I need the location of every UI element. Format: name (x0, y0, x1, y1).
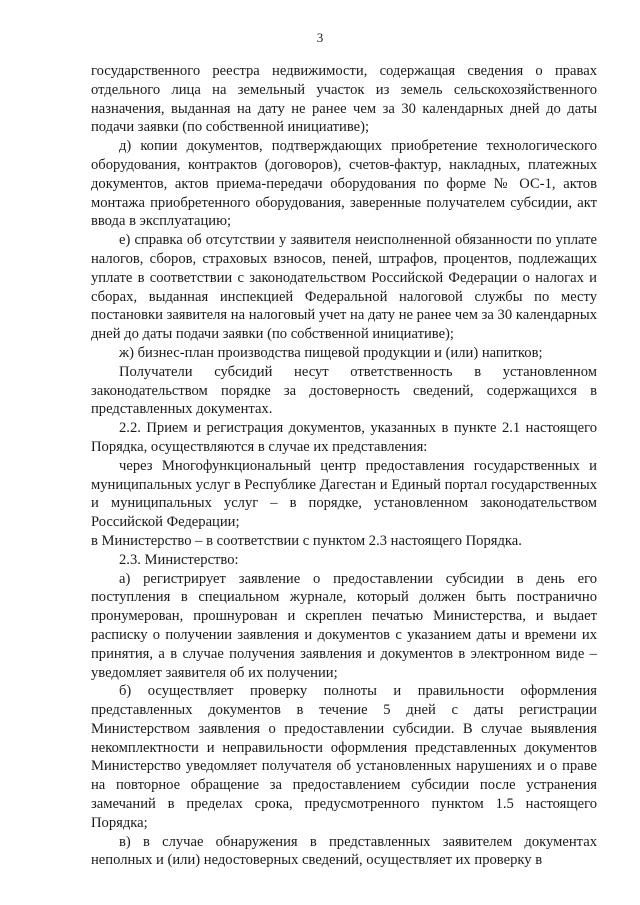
paragraph-item-zh: ж) бизнес-план производства пищевой продукции и (или) напитков; (119, 344, 543, 361)
paragraph-ministry: в Министерство – в соответствии с пунктом 2.3 настоящего Порядка. (91, 532, 522, 549)
paragraph-item-a: а) регистрирует заявление о предоставлении субсидии в день его поступления в специальном журнале, который должен быть постранично пронумерован, прошнурован и скреплен печатью Министерства, и выдает расписку о получении заявления и документов с указанием даты и времени их принятия, а в случае получения заявления и документов в электронном виде – уведомляет заявителя об их получении; (91, 570, 597, 681)
paragraph-item-d: д) копии документов, подтверждающих приобретение технологического оборудования, контрактов (договоров), счетов-фактур, накладных, платежных документов, актов приема-передачи оборудования по форме № ОС-1, актов монтажа приобретенного оборудования, заверенные получателем субсидии, акт ввода в эксплуатацию; (91, 138, 597, 230)
paragraph-2-2: 2.2. Прием и регистрация документов, указанных в пункте 2.1 настоящего Порядка, осуществляются в случае их представления: (91, 420, 597, 455)
paragraph-registry-extract: государственного реестра недвижимости, содержащая сведения о правах отдельного лица на земельный участок из земель сельскохозяйственного назначения, выданная на дату не ранее чем за 30 календарных дней до даты подачи заявки (по собственной инициативе); (91, 63, 597, 136)
paragraph-mfc: через Многофункциональный центр предоставления государственных и муниципальных услуг в Республике Дагестан и Единый портал государственных и муниципальных услуг – в порядке, установленном законодательством Российской Федерации; (91, 457, 597, 531)
page-number: 3 (316, 30, 324, 45)
paragraph-2-3: 2.3. Министерство: (119, 551, 239, 568)
paragraph-item-v: в) в случае обнаружения в представленных заявителем документах неполных и (или) недостоверных сведений, осуществляет их проверку в (91, 833, 597, 869)
paragraph-item-b: б) осуществляет проверку полноты и правильности оформления представленных документов в течение 5 дней с даты регистрации Министерством заявления о предоставлении субсидии. В случае выявления некомплектности и неправильности оформления представленных документов Министерство уведомляет получателя об установленных нарушениях и о праве на повторное обращение за предоставлением субсидии после устранения замечаний в пределах срока, предусмотренного пунктом 1.5 настоящего Порядка; (91, 683, 597, 831)
paragraph-responsibility: Получатели субсидий несут ответственность в установленном законодательством порядке за достоверность сведений, содержащихся в представленных документах. (91, 363, 597, 418)
paragraph-item-e: е) справка об отсутствии у заявителя неисполненной обязанности по уплате налогов, сборов, страховых взносов, пеней, штрафов, процентов, подлежащих уплате в соответствии с законодательством Российской Федерации о налогах и сборах, выданная инспекцией Федеральной налоговой службы по месту постановки заявителя на налоговый учет на дату не ранее чем за 30 календарных дней до даты подачи заявки (по собственной инициативе); (91, 232, 597, 343)
